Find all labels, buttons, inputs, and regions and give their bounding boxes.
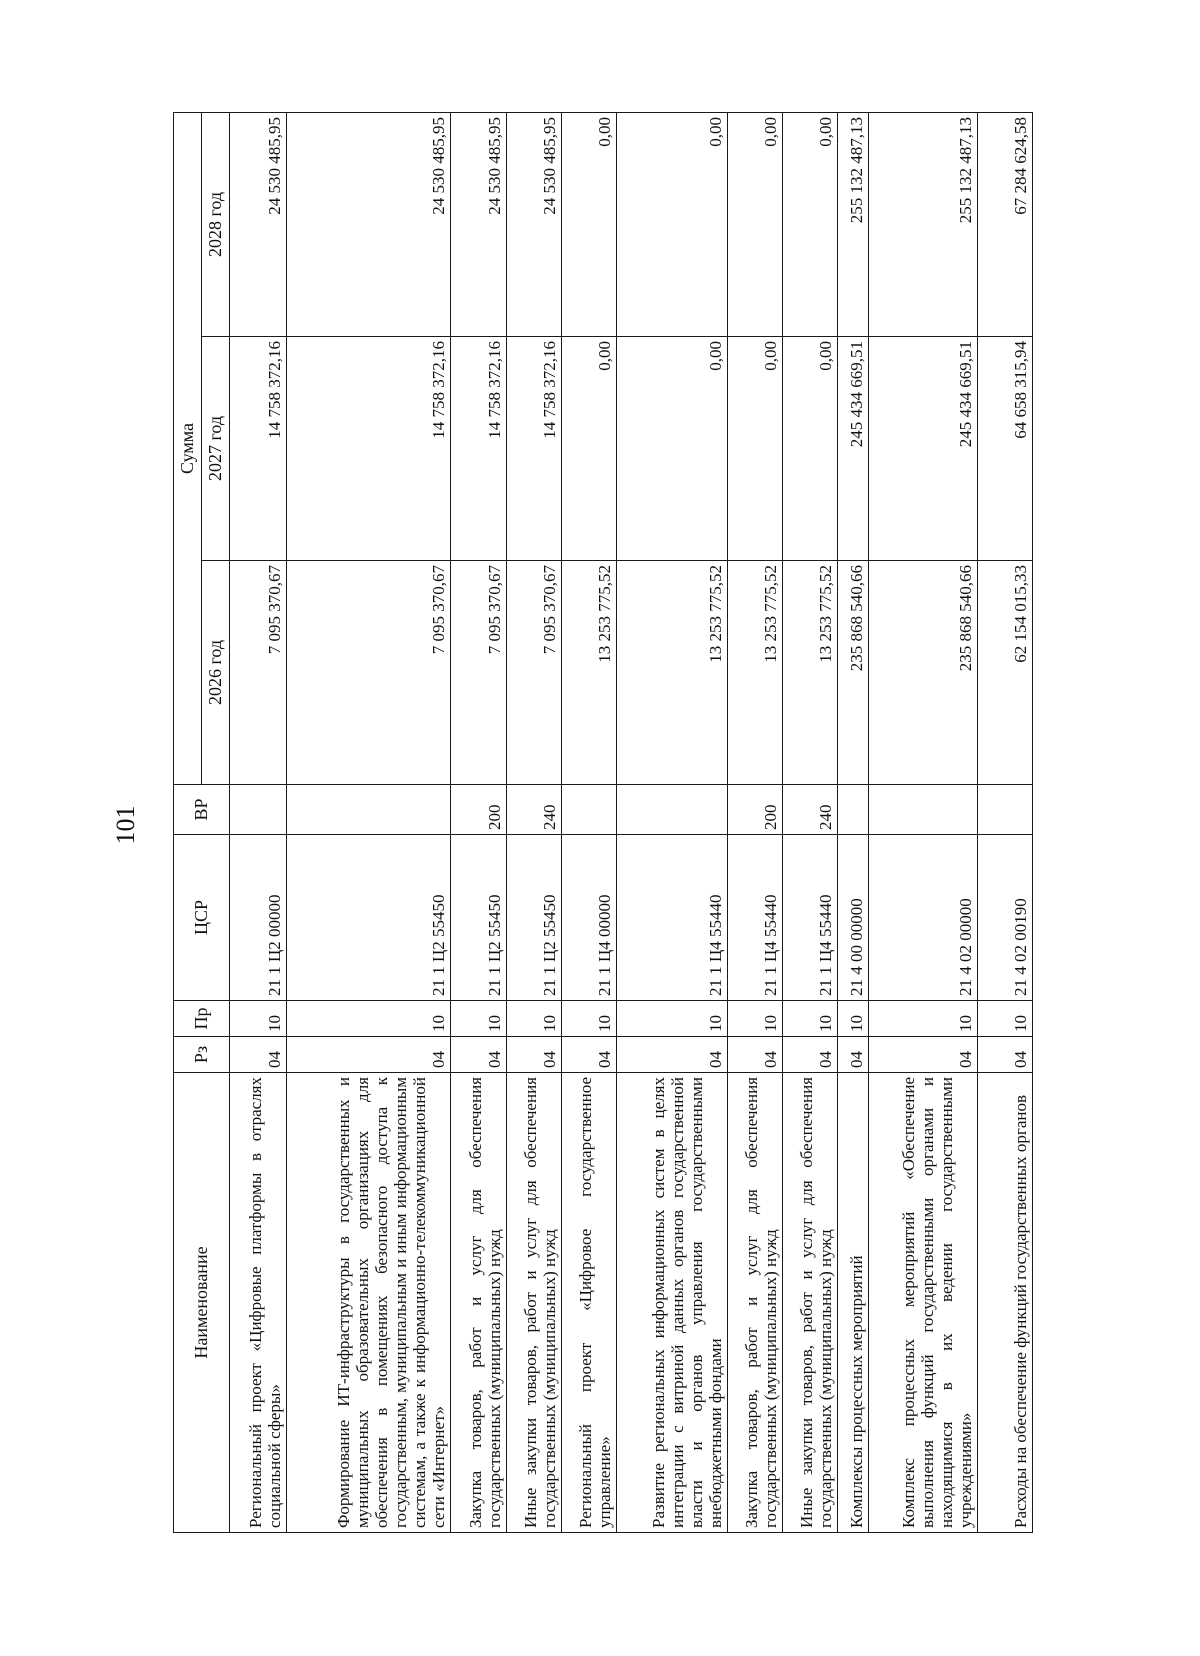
row-rz: 04 [727, 1037, 782, 1073]
row-sum-2028: 0,00 [617, 112, 728, 336]
row-vr [977, 785, 1032, 835]
row-csr: 21 1 Ц2 55450 [451, 835, 506, 1001]
row-csr: 21 4 00 00000 [838, 835, 869, 1001]
row-sum-2026: 7 095 370,67 [506, 561, 561, 785]
table-row [561, 112, 616, 1532]
header-pr: Пр [174, 1001, 230, 1037]
table-row [869, 112, 978, 1532]
row-name: Иные закупки товаров, работ и услуг для обеспечения государственных (муниципальных) нужд [783, 1073, 838, 1533]
row-pr: 10 [230, 1001, 287, 1037]
row-sum-2027: 0,00 [727, 337, 782, 561]
header-year-2026: 2026 год [202, 561, 230, 785]
row-name: Иные закупки товаров, работ и услуг для обеспечения государственных (муниципальных) нужд [506, 1073, 561, 1533]
row-sum-2027: 14 758 372,16 [287, 337, 451, 561]
header-year-2027: 2027 год [202, 337, 230, 561]
row-sum-2028: 0,00 [783, 112, 838, 336]
row-sum-2027: 0,00 [783, 337, 838, 561]
row-pr: 10 [783, 1001, 838, 1037]
header-year-2028: 2028 год [202, 112, 230, 336]
row-pr: 10 [727, 1001, 782, 1037]
row-sum-2028: 255 132 487,13 [838, 112, 869, 336]
row-name: Комплексы процессных мероприятий [838, 1073, 869, 1533]
row-csr: 21 1 Ц4 00000 [561, 835, 616, 1001]
row-sum-2026: 13 253 775,52 [617, 561, 728, 785]
row-rz: 04 [451, 1037, 506, 1073]
row-csr: 21 1 Ц2 55450 [506, 835, 561, 1001]
header-rz: Рз [174, 1037, 230, 1073]
row-rz: 04 [561, 1037, 616, 1073]
row-vr: 240 [506, 785, 561, 835]
row-pr: 10 [869, 1001, 978, 1037]
row-csr: 21 1 Ц2 55450 [287, 835, 451, 1001]
row-vr [287, 785, 451, 835]
row-vr [561, 785, 616, 835]
row-rz: 04 [617, 1037, 728, 1073]
table-row [783, 112, 838, 1532]
page-number: 101 [111, 805, 140, 845]
row-pr: 10 [287, 1001, 451, 1037]
row-sum-2027: 245 434 669,51 [838, 337, 869, 561]
row-csr: 21 1 Ц2 00000 [230, 835, 287, 1001]
row-sum-2026: 13 253 775,52 [783, 561, 838, 785]
table-row [287, 112, 451, 1532]
table-row [451, 112, 506, 1532]
row-name: Комплекс процессных мероприятий «Обеспечение выполнения функций государственными органами и находящимися в их ведении государственными учреждениями» [869, 1073, 978, 1533]
row-rz: 04 [869, 1037, 978, 1073]
row-rz: 04 [506, 1037, 561, 1073]
row-vr [230, 785, 287, 835]
header-sum: Сумма [174, 112, 202, 784]
row-sum-2027: 14 758 372,16 [230, 337, 287, 561]
header-csr: ЦСР [174, 835, 230, 1001]
row-csr: 21 1 Ц4 55440 [783, 835, 838, 1001]
row-sum-2028: 0,00 [727, 112, 782, 336]
row-sum-2027: 64 658 315,94 [977, 337, 1032, 561]
header-vr: ВР [174, 785, 230, 835]
row-name: Закупка товаров, работ и услуг для обеспечения государственных (муниципальных) нужд [727, 1073, 782, 1533]
row-sum-2027: 14 758 372,16 [451, 337, 506, 561]
row-sum-2026: 235 868 540,66 [869, 561, 978, 785]
row-sum-2027: 0,00 [561, 337, 616, 561]
row-vr [869, 785, 978, 835]
row-sum-2028: 24 530 485,95 [451, 112, 506, 336]
row-pr: 10 [977, 1001, 1032, 1037]
row-sum-2027: 14 758 372,16 [506, 337, 561, 561]
row-pr: 10 [451, 1001, 506, 1037]
row-pr: 10 [506, 1001, 561, 1037]
row-sum-2028: 255 132 487,13 [869, 112, 978, 336]
row-rz: 04 [230, 1037, 287, 1073]
row-rz: 04 [783, 1037, 838, 1073]
row-sum-2026: 235 868 540,66 [838, 561, 869, 785]
table-row [617, 112, 728, 1532]
row-name: Региональный проект «Цифровое государственное управление» [561, 1073, 616, 1533]
row-rz: 04 [838, 1037, 869, 1073]
row-sum-2028: 24 530 485,95 [230, 112, 287, 336]
header-name: Наименование [174, 1073, 230, 1533]
table-header [174, 112, 230, 1532]
row-vr [617, 785, 728, 835]
table-row [230, 112, 287, 1532]
row-pr: 10 [561, 1001, 616, 1037]
row-sum-2027: 0,00 [617, 337, 728, 561]
row-sum-2027: 245 434 669,51 [869, 337, 978, 561]
table-row [977, 112, 1032, 1532]
row-sum-2026: 7 095 370,67 [287, 561, 451, 785]
row-sum-2028: 67 284 624,58 [977, 112, 1032, 336]
row-vr: 200 [451, 785, 506, 835]
row-pr: 10 [617, 1001, 728, 1037]
row-sum-2026: 7 095 370,67 [451, 561, 506, 785]
row-sum-2028: 24 530 485,95 [506, 112, 561, 336]
row-rz: 04 [977, 1037, 1032, 1073]
row-csr: 21 4 02 00190 [977, 835, 1032, 1001]
row-name: Формирование ИТ-инфраструктуры в государственных и муниципальных образовательных организациях для обеспечения в помещениях безопасного доступа к государственным, муниципальным и иным информационным системам, а также к информационно-телекоммуникационной сети «Интернет» [287, 1073, 451, 1533]
row-csr: 21 1 Ц4 55440 [727, 835, 782, 1001]
row-sum-2028: 0,00 [561, 112, 616, 336]
rotated-page-content [173, 113, 1033, 1533]
row-csr: 21 4 02 00000 [869, 835, 978, 1001]
row-rz: 04 [287, 1037, 451, 1073]
table-row [727, 112, 782, 1532]
row-vr: 240 [783, 785, 838, 835]
row-vr: 200 [727, 785, 782, 835]
row-vr [838, 785, 869, 835]
row-name: Закупка товаров, работ и услуг для обеспечения государственных (муниципальных) нужд [451, 1073, 506, 1533]
table-row [838, 112, 869, 1532]
row-sum-2026: 13 253 775,52 [727, 561, 782, 785]
row-csr: 21 1 Ц4 55440 [617, 835, 728, 1001]
row-sum-2026: 62 154 015,33 [977, 561, 1032, 785]
row-name: Развитие региональных информационных систем в целях интеграции с витриной данных органов государственной власти и органов управления государственными внебюджетными фондами [617, 1073, 728, 1533]
row-sum-2026: 13 253 775,52 [561, 561, 616, 785]
table-row [506, 112, 561, 1532]
row-pr: 10 [838, 1001, 869, 1037]
row-sum-2028: 24 530 485,95 [287, 112, 451, 336]
row-sum-2026: 7 095 370,67 [230, 561, 287, 785]
table-body [230, 112, 1033, 1532]
row-name: Расходы на обеспечение функций государственных органов [977, 1073, 1032, 1533]
budget-table [173, 112, 1033, 1533]
row-name: Региональный проект «Цифровые платформы в отраслях социальной сферы» [230, 1073, 287, 1533]
